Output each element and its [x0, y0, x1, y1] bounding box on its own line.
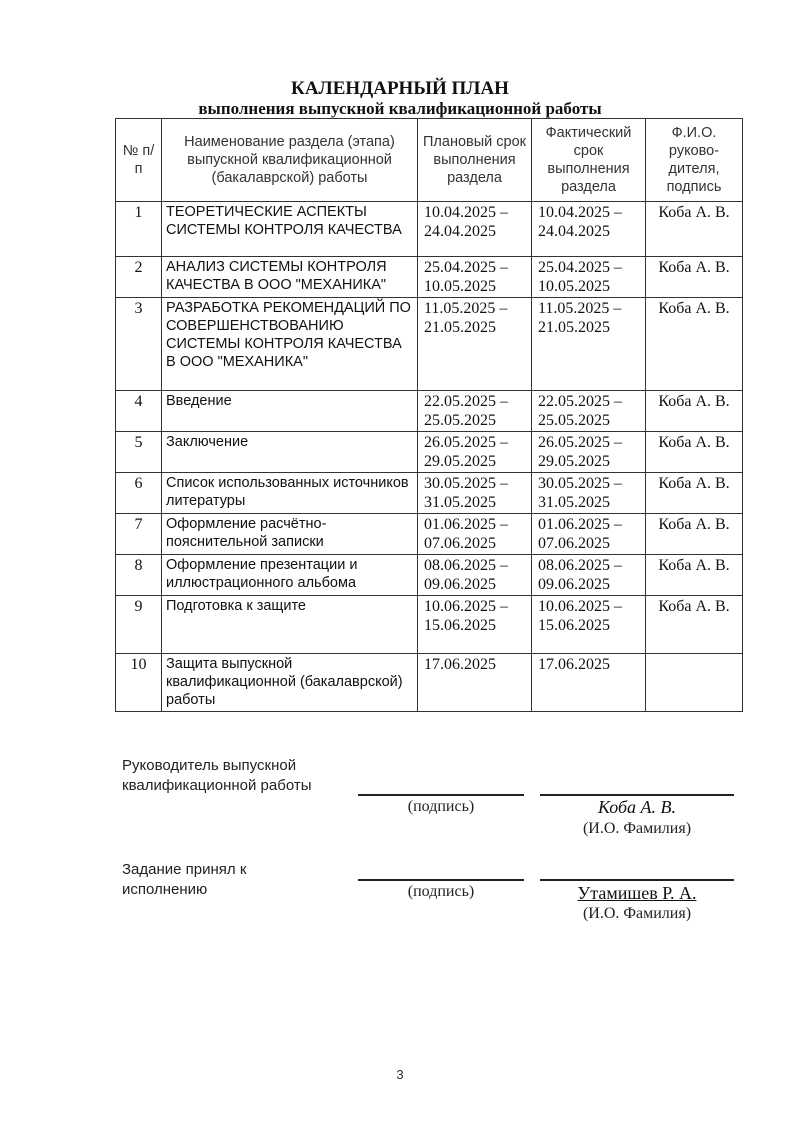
row-actual: 30.05.2025 – 31.05.2025 — [532, 473, 646, 514]
supervisor-label: Руководитель выпускной квалификационной работы — [122, 757, 312, 794]
row-planned: 11.05.2025 – 21.05.2025 — [418, 298, 532, 391]
header-num: № п/п — [116, 119, 162, 202]
row-actual: 25.04.2025 – 10.05.2025 — [532, 257, 646, 298]
calendar-plan-table — [115, 118, 743, 712]
document-subtitle: выполнения выпускной квалификационной работы — [198, 99, 602, 118]
row-num: 9 — [116, 596, 162, 654]
table-row — [116, 257, 743, 298]
row-actual: 22.05.2025 – 25.05.2025 — [532, 391, 646, 432]
document-title: КАЛЕНДАРНЫЙ ПЛАН — [291, 78, 509, 99]
row-planned: 26.05.2025 – 29.05.2025 — [418, 432, 532, 473]
row-actual: 10.06.2025 – 15.06.2025 — [532, 596, 646, 654]
header-name: Наименование раздела (этапа) выпускной квалификационной (бакалаврской) работы — [162, 119, 418, 202]
row-planned: 01.06.2025 – 07.06.2025 — [418, 514, 532, 555]
table-row — [116, 473, 743, 514]
table-row — [116, 298, 743, 391]
supervisor-sign-caption: (подпись) — [407, 798, 475, 815]
row-actual: 17.06.2025 — [532, 654, 646, 712]
row-head: Коба А. В. — [646, 257, 743, 298]
row-num: 7 — [116, 514, 162, 555]
row-num: 3 — [116, 298, 162, 391]
row-name: Список использованных источников литературы — [162, 473, 418, 514]
student-signature-line — [358, 879, 524, 881]
row-head: Коба А. В. — [646, 596, 743, 654]
table-header-row — [116, 119, 743, 202]
student-name-caption: (И.О. Фамилия) — [582, 905, 692, 922]
table-row — [116, 654, 743, 712]
row-name: АНАЛИЗ СИСТЕМЫ КОНТРОЛЯ КАЧЕСТВА В ООО "МЕХАНИКА" — [162, 257, 418, 298]
row-name: РАЗРАБОТКА РЕКОМЕНДАЦИЙ ПО СОВЕРШЕНСТВОВАНИЮ СИСТЕМЫ КОНТРОЛЯ КАЧЕСТВА В ООО "МЕХАНИКА" — [162, 298, 418, 391]
row-planned: 22.05.2025 – 25.05.2025 — [418, 391, 532, 432]
row-planned: 25.04.2025 – 10.05.2025 — [418, 257, 532, 298]
row-actual: 01.06.2025 – 07.06.2025 — [532, 514, 646, 555]
row-head: Коба А. В. — [646, 514, 743, 555]
page-number: 3 — [396, 1067, 404, 1082]
row-actual: 11.05.2025 – 21.05.2025 — [532, 298, 646, 391]
row-name: Защита выпускной квалификационной (бакалаврской) работы — [162, 654, 418, 712]
row-head: Коба А. В. — [646, 298, 743, 391]
header-head: Ф.И.О. руково-дителя, подпись — [646, 119, 743, 202]
supervisor-name-line — [540, 794, 734, 796]
row-actual: 08.06.2025 – 09.06.2025 — [532, 555, 646, 596]
row-head: Коба А. В. — [646, 202, 743, 257]
row-num: 4 — [116, 391, 162, 432]
row-planned: 17.06.2025 — [418, 654, 532, 712]
supervisor-signature-line — [358, 794, 524, 796]
table-row — [116, 432, 743, 473]
row-num: 5 — [116, 432, 162, 473]
row-actual: 10.04.2025 – 24.04.2025 — [532, 202, 646, 257]
row-name: Оформление презентации и иллюстрационного альбома — [162, 555, 418, 596]
row-name: Подготовка к защите — [162, 596, 418, 654]
row-num: 1 — [116, 202, 162, 257]
row-head: Коба А. В. — [646, 473, 743, 514]
row-head: Коба А. В. — [646, 391, 743, 432]
row-name: Оформление расчётно-пояснительной записки — [162, 514, 418, 555]
header-actual: Фактический срок выполнения раздела — [532, 119, 646, 202]
student-label: Задание принял к исполнению — [122, 861, 247, 898]
row-planned: 10.04.2025 – 24.04.2025 — [418, 202, 532, 257]
row-name: Введение — [162, 391, 418, 432]
student-sign-caption: (подпись) — [407, 883, 475, 900]
student-name: Утамишев Р. А. — [577, 883, 697, 903]
row-planned: 10.06.2025 – 15.06.2025 — [418, 596, 532, 654]
row-num: 2 — [116, 257, 162, 298]
row-head: Коба А. В. — [646, 432, 743, 473]
table-row — [116, 202, 743, 257]
table-row — [116, 391, 743, 432]
row-num: 8 — [116, 555, 162, 596]
table-row — [116, 555, 743, 596]
student-name-line — [540, 879, 734, 881]
header-planned: Плановый срок выполнения раздела — [418, 119, 532, 202]
supervisor-name-caption: (И.О. Фамилия) — [582, 820, 692, 837]
row-actual: 26.05.2025 – 29.05.2025 — [532, 432, 646, 473]
row-planned: 08.06.2025 – 09.06.2025 — [418, 555, 532, 596]
row-name: ТЕОРЕТИЧЕСКИЕ АСПЕКТЫ СИСТЕМЫ КОНТРОЛЯ КАЧЕСТВА — [162, 202, 418, 257]
supervisor-name: Коба А. В. — [597, 797, 677, 817]
table-row — [116, 596, 743, 654]
row-planned: 30.05.2025 – 31.05.2025 — [418, 473, 532, 514]
table-row — [116, 514, 743, 555]
row-head: Коба А. В. — [646, 555, 743, 596]
row-num: 10 — [116, 654, 162, 712]
row-num: 6 — [116, 473, 162, 514]
row-name: Заключение — [162, 432, 418, 473]
row-head — [646, 654, 743, 712]
